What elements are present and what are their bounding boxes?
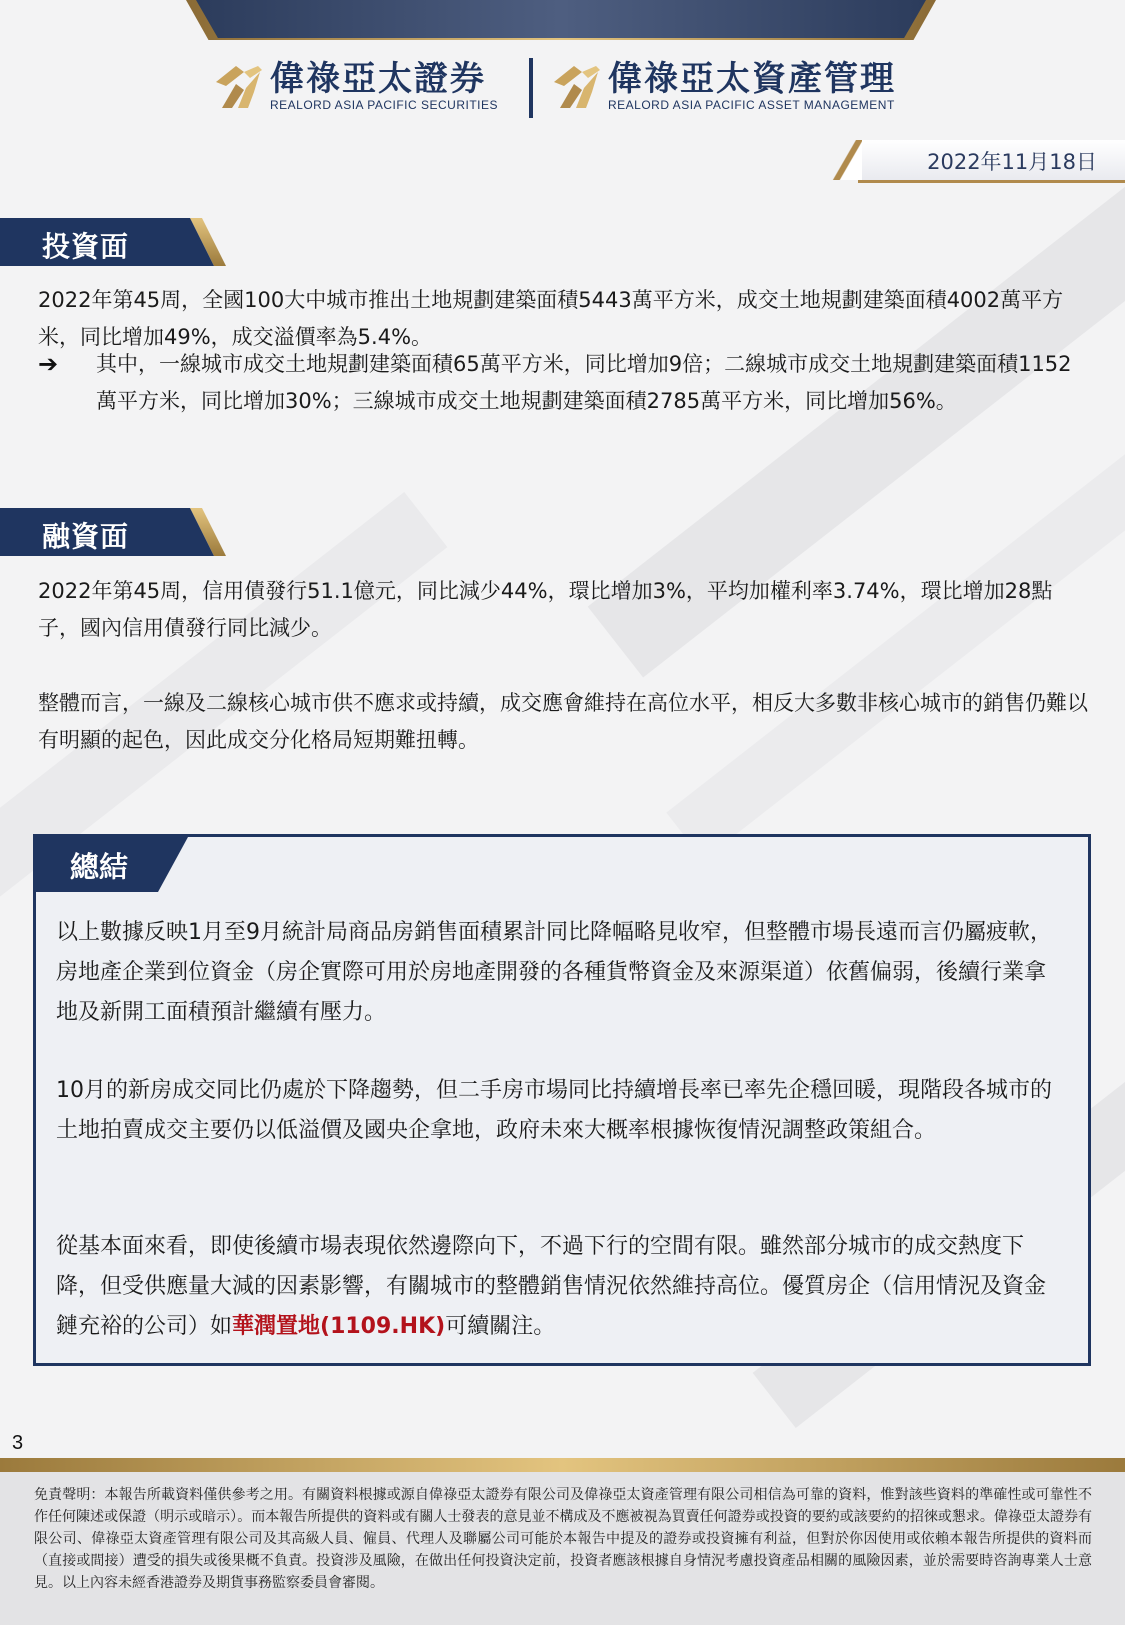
- summary-title: 總結: [70, 850, 129, 884]
- summary-text: 從基本面來看，即使後續市場表現依然邊際向下，不過下行的空間有限。雖然部分城市的成交熱度下降，但受供應量大減的因素影響，有關城市的整體銷售情況依然維持高位。優質房企（信用情況及資金鏈充裕的公司）如: [56, 1234, 1047, 1339]
- section-header-financing: [0, 508, 230, 556]
- financing-paragraph: 2022年第45周，信用債發行51.1億元，同比減少44%，環比增加3%，平均加權利率3.74%，環比增加28點子，國內信用債發行同比減少。: [38, 579, 1053, 640]
- header-bar: [196, 0, 926, 38]
- overall-paragraph: 整體而言，一線及二線核心城市供不應求或持續，成交應會維持在高位水平，相反大多數非核心城市的銷售仍難以有明顯的起色，因此成交分化格局短期難扭轉。: [38, 691, 1088, 752]
- logo-asset-management: [552, 60, 896, 112]
- summary-paragraph-2: 10月的新房成交同比仍處於下降趨勢，但二手房市場同比持續增長率已率先企穩回暖，現階段各城市的土地拍賣成交主要仍以低溢價及國央企拿地，政府未來大概率根據恢復情況調整政策組合。: [56, 1078, 1052, 1143]
- footer-gold-trim: [0, 1458, 1125, 1472]
- highlighted-stock: 華潤置地(1109.HK): [232, 1314, 446, 1339]
- logo-en-text: REALORD ASIA PACIFIC ASSET MANAGEMENT: [608, 98, 895, 112]
- company-logo-icon: [552, 62, 602, 110]
- summary-paragraph-3: [56, 1227, 1066, 1347]
- company-logo-icon: [214, 62, 264, 110]
- disclaimer-text: 免責聲明：本報告所載資料僅供參考之用。有關資料根據或源自偉祿亞太證券有限公司及偉祿亞太資產管理有限公司相信為可靠的資料，惟對該些資料的準確性或可靠性不作任何陳述或保證（明示或暗示）。而本報告所提供的資料或有關人士發表的意見並不構成及不應被視為買賣任何證券或投資的要約或該要約的招徠或懇求。偉祿亞太證券有限公司、偉祿亞太資產管理有限公司及其高級人員、僱員、代理人及聯屬公司可能於本報告中提及的證券或投資擁有利益，但對於你因使用或依賴本報告所提供的資料而（直接或間接）遭受的損失或後果概不負責。投資涉及風險，在做出任何投資決定前，投資者應該根據自身情況考慮投資產品相關的風險因素，並於需要時咨詢專業人士意見。以上內容未經香港證券及期貨事務監察委員會審閱。: [34, 1487, 1092, 1591]
- page-number: 3: [12, 1432, 24, 1454]
- logo-divider: [529, 58, 533, 118]
- date-tab: [858, 140, 1125, 183]
- summary-text: 可續關注。: [445, 1314, 556, 1339]
- summary-paragraph-1: 以上數據反映1月至9月統計局商品房銷售面積累計同比降幅略見收窄，但整體市場長遠而言仍屬疲軟，房地產企業到位資金（房企實際可用於房地產開發的各種貨幣資金及來源渠道）依舊偏弱，後續行業拿地及新開工面積預計繼續有壓力。: [56, 920, 1052, 1025]
- logo-en-text: REALORD ASIA PACIFIC SECURITIES: [270, 98, 498, 112]
- section-header-investment: [0, 218, 230, 266]
- section-title: 投資面: [42, 230, 130, 263]
- investment-paragraph: 2022年第45周，全國100大中城市推出土地規劃建築面積5443萬平方米，成交土地規劃建築面積4002萬平方米，同比增加49%，成交溢價率為5.4%。: [38, 288, 1064, 349]
- summary-box: [33, 834, 1091, 1366]
- section-title: 融資面: [42, 520, 130, 553]
- logo-cn-text: 偉祿亞太資產管理: [608, 59, 896, 99]
- logo-securities: [214, 60, 498, 112]
- report-date: 2022年11月18日: [927, 150, 1097, 174]
- logo-cn-text: 偉祿亞太證券: [270, 59, 486, 99]
- arrow-right-icon: ➔: [38, 350, 59, 378]
- bullet-text: 其中，一線城市成交土地規劃建築面積65萬平方米，同比增加9倍；二線城市成交土地規劃建築面積1152萬平方米，同比增加30%；三線城市成交土地規劃建築面積2785萬平方米，同比增加56%。: [96, 352, 1072, 413]
